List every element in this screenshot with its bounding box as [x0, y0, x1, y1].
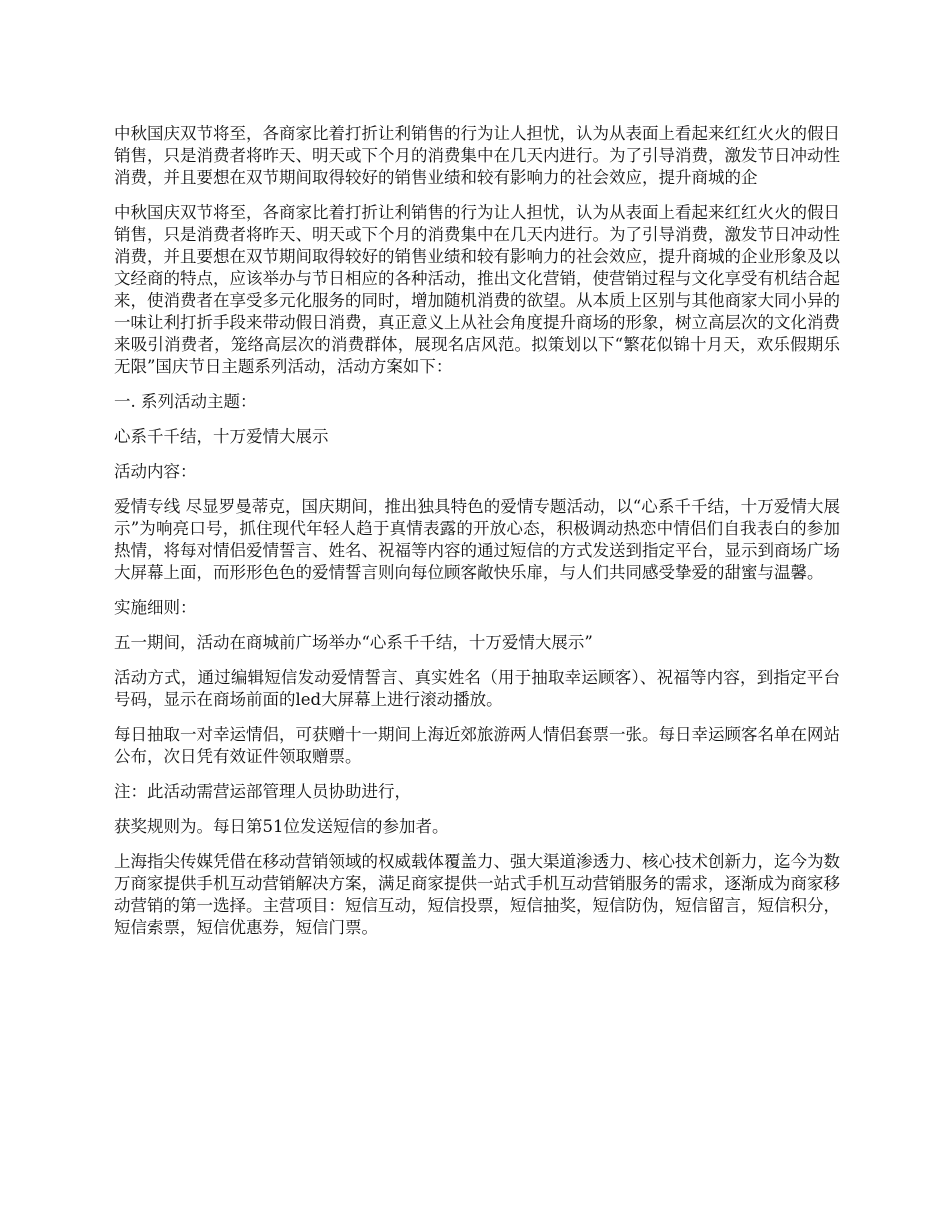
paragraph-award-rule: 获奖规则为。每日第51位发送短信的参加者。	[114, 817, 449, 836]
paragraph-company-intro: 上海指尖传媒凭借在移动营销领域的权威载体覆盖力、强大渠道渗透力、核心技术创新力，迄今为数万商家提供手机互动营销解决方案，满足商家提供一站式手机互动营销服务的需求，逐渐成为商家移动营销的第一选择。主营项目：短信互动，短信投票，短信抽奖，短信防伪，短信留言，短信积分，短信索票，短信优惠券，短信门票。	[114, 852, 840, 937]
document-body	[114, 123, 840, 952]
section-heading-content: 活动内容：	[114, 462, 197, 481]
paragraph-intro-full: 中秋国庆双节将至，各商家比着打折让利销售的行为让人担忧，认为从表面上看起来红红火火的假日销售，只是消费者将昨天、明天或下个月的消费集中在几天内进行。为了引导消费，激发节日冲动性消费，并且要想在双节期间取得较好的销售业绩和较有影响力的社会效应，提升商城的企业形象及以文经商的特点，应该举办与节日相应的各种活动，推出文化营销，使营销过程与文化享受有机结合起来，使消费者在享受多元化服务的同时，增加随机消费的欲望。从本质上区别与其他商家大同小异的一味让利打折手段来带动假日消费，真正意义上从社会角度提升商场的形象，树立高层次的文化消费来吸引消费者，笼络高层次的消费群体，展现名店风范。拟策划以下“繁花似锦十月天，欢乐假期乐无限”国庆节日主题系列活动，活动方案如下：	[114, 203, 840, 376]
paragraph-prize-draw: 每日抽取一对幸运情侣，可获赠十一期间上海近郊旅游两人情侣套票一张。每日幸运顾客名单在网站公布，次日凭有效证件领取赠票。	[114, 725, 840, 766]
section-heading-rules: 实施细则：	[114, 598, 197, 617]
activity-slogan: 心系千千结，十万爱情大展示	[114, 427, 329, 446]
paragraph-event-time: 五一期间，活动在商城前广场举办“心系千千结，十万爱情大展示”	[114, 633, 593, 652]
paragraph-intro-truncated: 中秋国庆双节将至，各商家比着打折让利销售的行为让人担忧，认为从表面上看起来红红火火的假日销售，只是消费者将昨天、明天或下个月的消费集中在几天内进行。为了引导消费，激发节日冲动性消费，并且要想在双节期间取得较好的销售业绩和较有影响力的社会效应，提升商城的企	[114, 124, 840, 187]
paragraph-activity-content: 爱情专线 尽显罗曼蒂克，国庆期间，推出独具特色的爱情专题活动，以“心系千千结，十万爱情大展示”为响亮口号，抓住现代年轻人趋于真情表露的开放心态，积极调动热恋中情侣们自我表白的参加热情，将每对情侣爱情誓言、姓名、祝福等内容的通过短信的方式发送到指定平台，显示到商场广场大屏幕上面，而形形色色的爱情誓言则向每位顾客敞快乐扉，与人们共同感受挚爱的甜蜜与温馨。	[114, 497, 840, 582]
paragraph-note: 注：此活动需营运部管理人员协助进行，	[114, 782, 411, 801]
paragraph-activity-method: 活动方式，通过编辑短信发动爱情誓言、真实姓名（用于抽取幸运顾客）、祝福等内容，到指定平台号码，显示在商场前面的led大屏幕上进行滚动播放。	[114, 668, 840, 709]
section-heading-theme: 一. 系列活动主题：	[114, 392, 257, 411]
